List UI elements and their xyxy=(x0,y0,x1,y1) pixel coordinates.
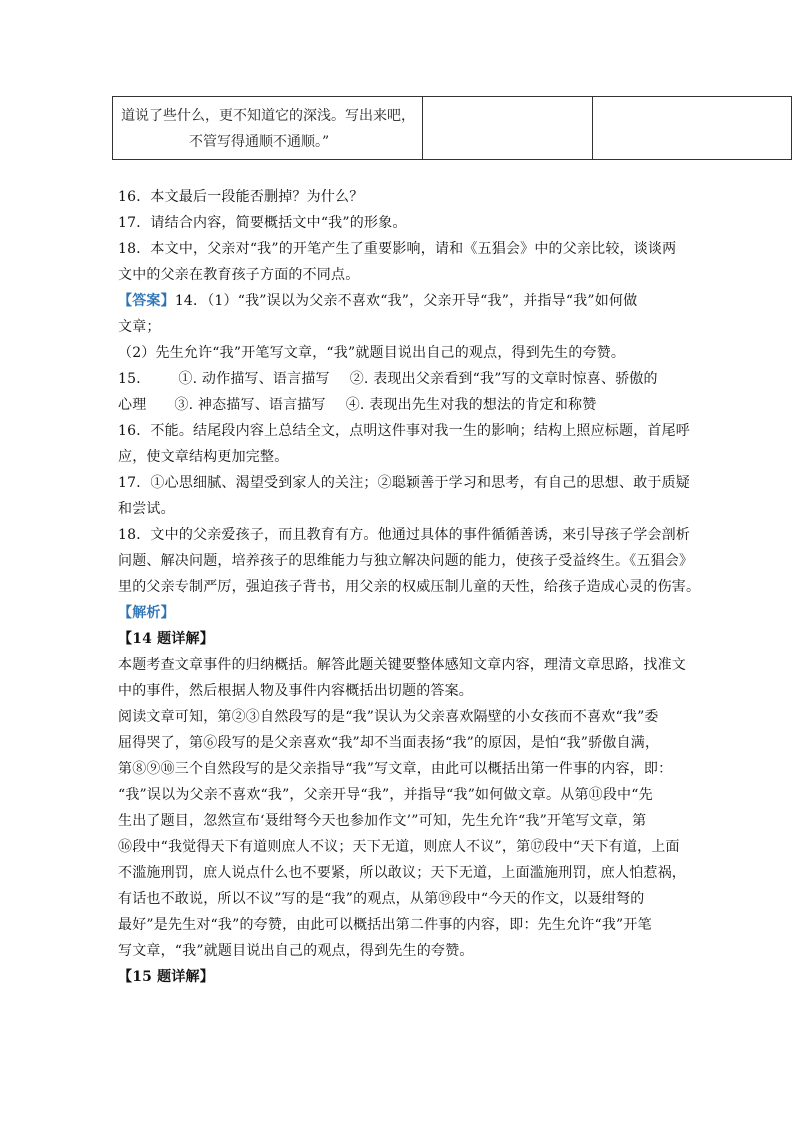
question-16: 16．本文最后一段能否删掉？为什么？ xyxy=(118,189,364,205)
answer-14-1: 【答案】14．（1）“我”误以为父亲不喜欢“我”，父亲开导“我”，并指导“我”如何做 xyxy=(118,293,638,309)
question-18: 18．本文中，父亲对“我”的开笔产生了重要影响，请和《五猖会》中的父亲比较，谈谈两 xyxy=(118,241,677,257)
table-cell-empty xyxy=(423,97,593,160)
analysis-paragraph: 有话也不敢说，所以不议”写的是“我”的观点，从第⑲段中“今天的作文，以聂绀弩的 xyxy=(118,891,645,907)
analysis-paragraph: ⑯段中“我觉得天下有道则庶人不议；天下无道，则庶人不议”，第⑰段中“天下有道，上面 xyxy=(118,839,680,855)
answer-16: 16．不能。结尾段内容上总结全文，点明这件事对我一生的影响；结构上照应标题，首尾呼 xyxy=(118,423,691,439)
table-row xyxy=(113,97,792,160)
answer-15: 15． ①. 动作描写、语言描写 ②. 表现出父亲看到“我”写的文章时惊喜、骄傲的 xyxy=(118,371,658,387)
table-cell-line: 不管写得通顺不通顺。” xyxy=(189,134,330,150)
answer-label: 【答案】 xyxy=(118,293,175,309)
analysis-paragraph: 第⑧⑨⑩三个自然段写的是父亲指导“我”写文章，由此可以概括出第一件事的内容，即： xyxy=(118,761,673,777)
document-body xyxy=(118,184,701,990)
answer-17-cont: 和尝试。 xyxy=(118,501,175,517)
analysis-paragraph: 中的事件，然后根据人物及事件内容概括出切题的答案。 xyxy=(118,683,473,699)
analysis-heading-14: 【14 题详解】 xyxy=(118,631,214,647)
table-cell-empty xyxy=(593,97,792,160)
question-17: 17．请结合内容，简要概括文中“我”的形象。 xyxy=(118,215,407,231)
question-18-cont: 文中的父亲在教育孩子方面的不同点。 xyxy=(118,267,360,283)
analysis-paragraph: 本题考查文章事件的归纳概括。解答此题关键要整体感知文章内容，理清文章思路，找准文 xyxy=(118,657,686,673)
table-cell-line: 道说了些什么，更不知道它的深浅。写出来吧， xyxy=(121,108,415,124)
answer-18-cont: 里的父亲专制严厉，强迫孩子背书，用父亲的权威压制儿童的天性，给孩子造成心灵的伤害。 xyxy=(118,579,701,595)
analysis-paragraph: 屈得哭了，第⑥段写的是父亲喜欢“我”却不当面表扬“我”的原因，是怕“我”骄傲自满， xyxy=(118,735,660,751)
analysis-paragraph: “我”误以为父亲不喜欢“我”，父亲开导“我”，并指导“我”如何做文章。从第⑪段中“先 xyxy=(118,787,653,803)
answer-17: 17．①心思细腻、渴望受到家人的关注；②聪颖善于学习和思考，有自己的思想、敢于质疑 xyxy=(118,475,691,491)
table-cell-text xyxy=(113,97,423,160)
analysis-paragraph: 生出了题目，忽然宣布‘聂绀弩今天也参加作文’”可知，先生允许“我”开笔写文章，第 xyxy=(118,813,647,829)
answer-table xyxy=(112,96,792,160)
analysis-label: 【解析】 xyxy=(118,605,175,621)
answer-14-1-cont: 文章； xyxy=(118,319,161,335)
analysis-heading-15: 【15 题详解】 xyxy=(118,969,214,985)
analysis-paragraph: 不滥施刑罚，庶人说点什么也不要紧，所以敢议；天下无道，上面滥施刑罚，庶人怕惹祸， xyxy=(118,865,686,881)
answer-16-cont: 应，使文章结构更加完整。 xyxy=(118,449,289,465)
answer-14-2: （2）先生允许“我”开笔写文章，“我”就题目说出自己的观点，得到先生的夸赞。 xyxy=(118,345,626,361)
answer-15-cont: 心理 ③. 神态描写、语言描写 ④. 表现出先生对我的想法的肯定和称赞 xyxy=(118,397,597,413)
analysis-paragraph: 阅读文章可知，第②③自然段写的是“我”误认为父亲喜欢隔壁的小女孩而不喜欢“我”委 xyxy=(118,709,659,725)
answer-18: 18．文中的父亲爱孩子，而且教育有方。他通过具体的事件循循善诱，来引导孩子学会剖析 xyxy=(118,527,691,543)
answer-18-cont: 问题、解决问题，培养孩子的思维能力与独立解决问题的能力，使孩子受益终生。《五猖会》 xyxy=(118,553,694,569)
analysis-paragraph: 最好”是先生对“我”的夸赞，由此可以概括出第二件事的内容，即：先生允许“我”开笔 xyxy=(118,917,652,933)
analysis-paragraph: 写文章，“我”就题目说出自己的观点，得到先生的夸赞。 xyxy=(118,943,474,959)
